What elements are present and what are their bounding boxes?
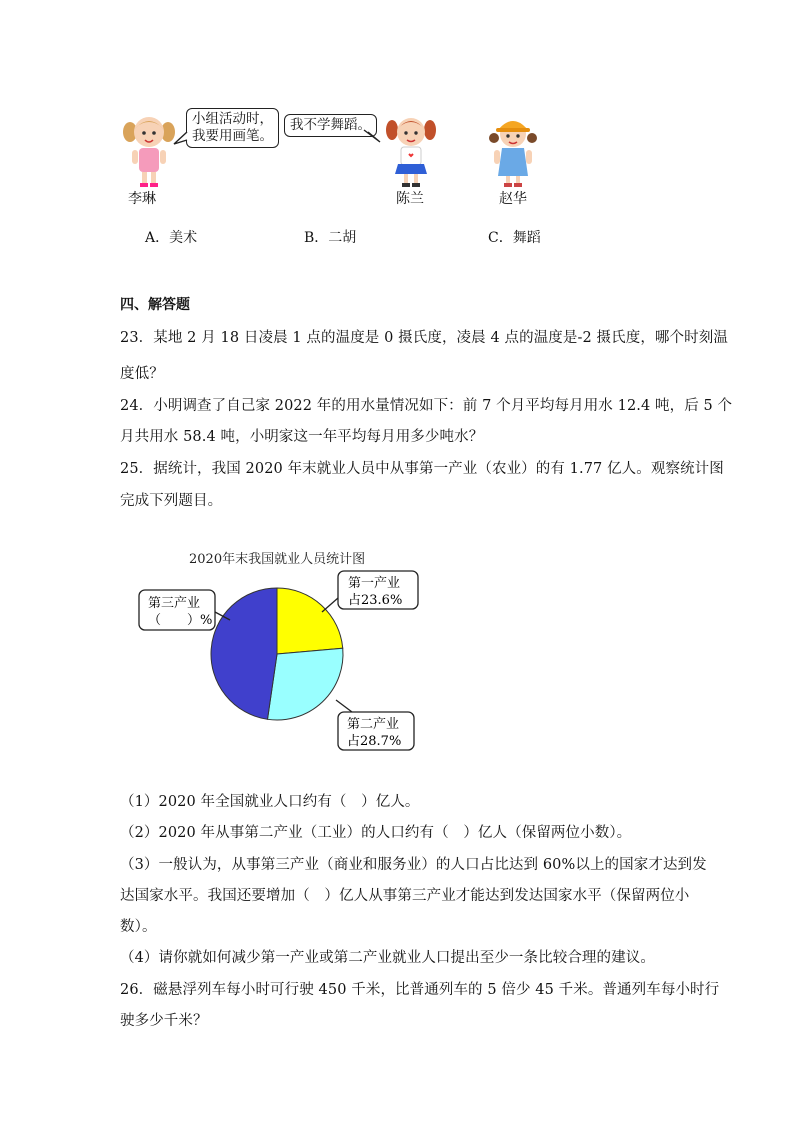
- slice-third-industry: [211, 588, 277, 719]
- option-a[interactable]: A．美术: [145, 230, 198, 246]
- slice-label: 占28.7%: [347, 734, 402, 749]
- character-name: 李琳: [128, 191, 156, 207]
- speech-line: 我不学舞蹈。: [290, 117, 371, 133]
- speech-bubble-lilin: [186, 108, 279, 148]
- slice-label: （ ）%: [148, 613, 213, 628]
- girl-chenlan-icon: [384, 112, 438, 188]
- slice-label: 占23.6%: [348, 593, 403, 608]
- question-25-line2: 完成下列题目。: [120, 493, 223, 509]
- callout-second-industry: [336, 700, 414, 750]
- speech-line: 小组活动时，: [192, 111, 273, 127]
- bubble-tail-icon: [362, 128, 382, 146]
- girl-lilin-icon: [118, 110, 180, 188]
- question-24-line1: 24．小明调查了自己家 2022 年的用水量情况如下：前 7 个月平均每月用水 12.4 吨，后 5 个: [120, 398, 733, 414]
- sub-question-1: （1）2020 年全国就业人口约有（ ）亿人。: [120, 794, 420, 810]
- section-title: 四、解答题: [120, 297, 190, 313]
- pie-chart: [120, 540, 440, 760]
- option-b[interactable]: B．二胡: [304, 230, 357, 246]
- callout-third-industry: [139, 590, 230, 630]
- bubble-tail-icon: [172, 130, 190, 148]
- slice-first-industry: [277, 588, 343, 654]
- sub-question-3-line3: 数）。: [120, 919, 157, 935]
- sub-question-3-line1: （3）一般认为，从事第三产业（商业和服务业）的人口占比达到 60%以上的国家才达到发: [120, 857, 707, 873]
- callout-first-industry: [322, 571, 418, 612]
- character-name: 陈兰: [396, 191, 424, 207]
- character-name: 赵华: [499, 191, 527, 207]
- slice-second-industry: [267, 648, 343, 720]
- question-24-line2: 月共用水 58.4 吨，小明家这一年平均每月用多少吨水？: [120, 429, 484, 445]
- slice-label: 第一产业: [348, 576, 401, 591]
- question-23-line2: 度低？: [120, 366, 164, 382]
- chart-title: 2020年末我国就业人员统计图: [189, 552, 366, 567]
- sub-question-4: （4）请你就如何减少第一产业或第二产业就业人口提出至少一条比较合理的建议。: [120, 950, 655, 966]
- question-26-line1: 26．磁悬浮列车每小时可行驶 450 千米，比普通列车的 5 倍少 45 千米。普通列车每小时行: [120, 982, 720, 998]
- slice-label: 第三产业: [148, 596, 201, 611]
- question-26-line2: 驶多少千米？: [120, 1013, 208, 1029]
- speech-line: 我要用画笔。: [192, 128, 273, 144]
- sub-question-2: （2）2020 年从事第二产业（工业）的人口约有（ ）亿人（保留两位小数）。: [120, 825, 632, 841]
- sub-question-3-line2: 达国家水平。我国还要增加（ ）亿人从事第三产业才能达到发达国家水平（保留两位小: [120, 888, 690, 904]
- slice-label: 第二产业: [347, 717, 400, 732]
- question-23-line1: 23．某地 2 月 18 日凌晨 1 点的温度是 0 摄氏度，凌晨 4 点的温度是-2 摄氏度，哪个时刻温: [120, 330, 728, 346]
- question-25-line1: 25．据统计，我国 2020 年末就业人员中从事第一产业（农业）的有 1.77 亿人。观察统计图: [120, 461, 724, 477]
- option-c[interactable]: C．舞蹈: [488, 230, 541, 246]
- girl-zhaohua-icon: [486, 112, 540, 188]
